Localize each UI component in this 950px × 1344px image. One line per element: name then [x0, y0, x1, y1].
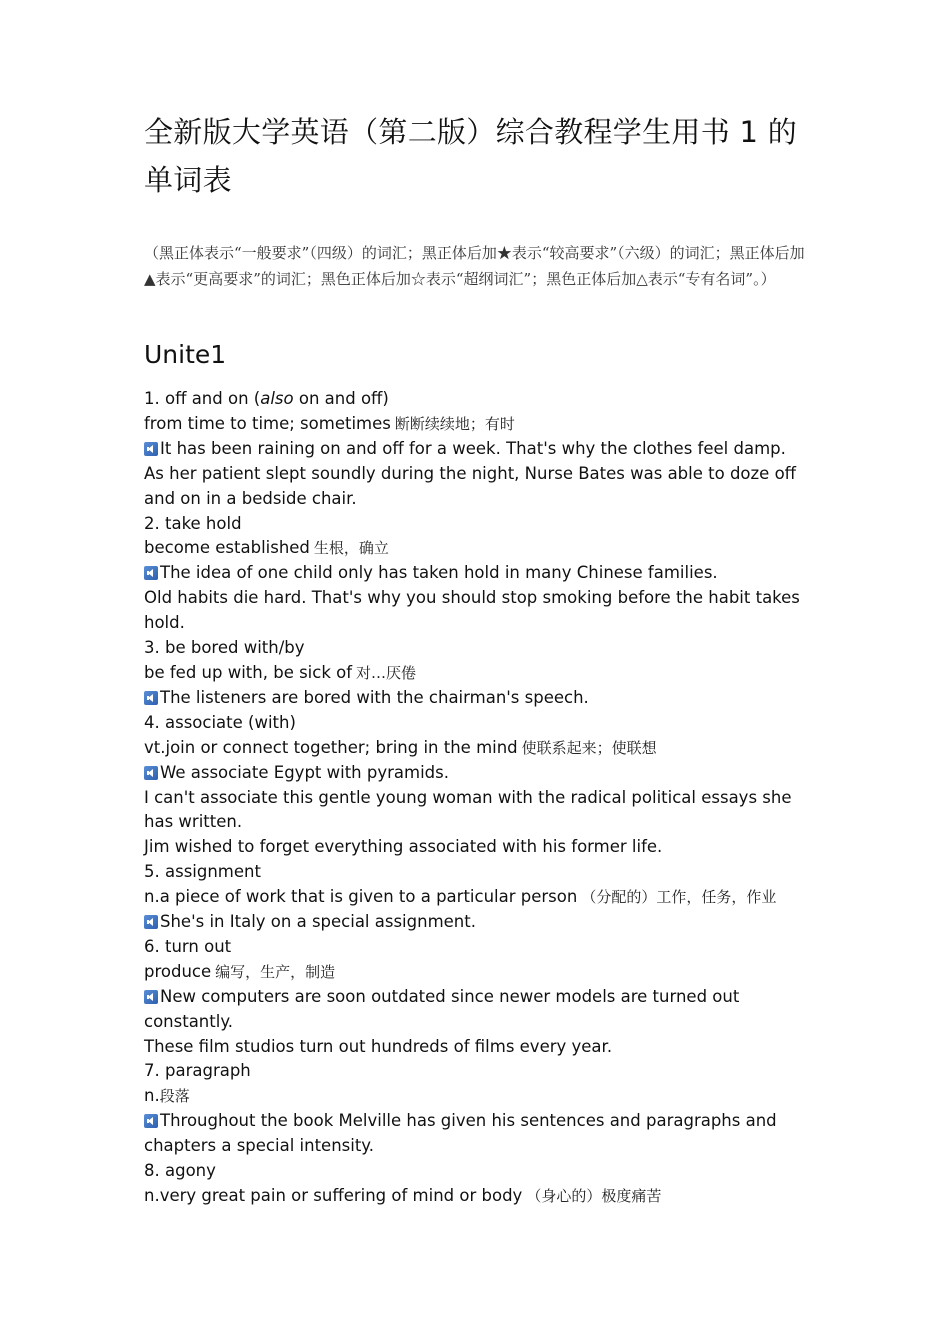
entry-example: [144, 1109, 814, 1159]
headword-text: 1. off and on (: [144, 389, 261, 408]
entry-example: Old habits die hard. That's why you should stop smoking before the habit takes hold.: [144, 588, 800, 633]
chinese-gloss: 生根，确立: [313, 539, 389, 558]
document-title: 全新版大学英语（第二版）综合教程学生用书 1 的单词表: [144, 115, 798, 197]
headword-italic: also: [260, 389, 294, 408]
entry-headword: 4. associate (with): [144, 712, 296, 732]
chinese-gloss: 使联系起来；使联想: [521, 738, 657, 757]
example-text: The idea of one child only has taken hold in many Chinese families.: [160, 563, 718, 583]
audio-speaker-icon[interactable]: [144, 915, 158, 929]
entry-headword: 3. be bored with/by: [144, 638, 305, 658]
chinese-gloss: 对…厌倦: [356, 663, 417, 682]
example-text: We associate Egypt with pyramids.: [160, 762, 449, 782]
example-text: Throughout the book Melville has given his sentences and paragraphs and chapters a special intensity.: [144, 1111, 777, 1156]
definition-text: n.a piece of work that is given to a particular person: [144, 887, 578, 907]
entry-headword: 2. take hold: [144, 513, 242, 533]
definition-text: n.very great pain or suffering of mind or body: [144, 1186, 523, 1205]
entry-example: As her patient slept soundly during the night, Nurse Bates was able to doze off and on in a bedside chair.: [144, 463, 797, 508]
definition-text: be fed up with, be sick of: [144, 662, 353, 682]
entry-example: [144, 985, 814, 1035]
audio-speaker-icon[interactable]: [144, 1114, 158, 1128]
entry-example: [144, 561, 814, 586]
entry-headword: [144, 387, 814, 412]
example-text: It has been raining on and off for a week. That's why the clothes feel damp.: [160, 438, 786, 458]
chinese-gloss: （分配的）工作，任务，作业: [581, 888, 777, 907]
definition-text: n.: [144, 1086, 160, 1106]
chinese-gloss: 段落: [159, 1087, 190, 1106]
chinese-gloss: 断断续续地；有时: [394, 414, 515, 433]
entry-definition: [144, 885, 814, 910]
example-text: She's in Italy on a special assignment.: [160, 912, 476, 932]
entry-definition: [144, 736, 814, 761]
chinese-gloss: （身心的）极度痛苦: [526, 1187, 662, 1205]
entry-example: [144, 686, 814, 711]
entry-definition: [144, 960, 814, 985]
entry-definition: [144, 536, 814, 561]
vocabulary-list: [144, 387, 814, 1209]
unit-heading: Unite1: [144, 340, 227, 369]
entry-definition: [144, 1184, 814, 1209]
definition-text: from time to time; sometimes: [144, 413, 391, 433]
definition-text: produce: [144, 961, 212, 981]
audio-speaker-icon[interactable]: [144, 442, 158, 456]
audio-speaker-icon[interactable]: [144, 691, 158, 705]
entry-headword: 7. paragraph: [144, 1061, 251, 1081]
audio-speaker-icon[interactable]: [144, 766, 158, 780]
example-text: New computers are soon outdated since newer models are turned out constantly.: [144, 986, 740, 1031]
definition-text: vt.join or connect together; bring in the mind: [144, 737, 518, 757]
font-legend-note: （黑正体表示“一般要求”（四级）的词汇；黑正体后加★表示“较高要求”（六级）的词汇；黑正体后加▲表示“更高要求”的词汇；黑色正体后加☆表示“超纲词汇”；黑色正体后加△表示“专有名词”。）: [144, 244, 805, 288]
entry-definition: [144, 661, 814, 686]
entry-headword: 8. agony: [144, 1161, 216, 1181]
entry-definition: [144, 1084, 814, 1109]
audio-speaker-icon[interactable]: [144, 566, 158, 580]
entry-example: Jim wished to forget everything associated with his former life.: [144, 837, 663, 857]
definition-text: become established: [144, 538, 310, 558]
entry-example: These film studios turn out hundreds of films every year.: [144, 1036, 613, 1056]
headword-tail: on and off): [293, 389, 389, 408]
entry-example: [144, 761, 814, 786]
chinese-gloss: 编写，生产，制造: [215, 962, 336, 981]
entry-headword: 6. turn out: [144, 936, 232, 956]
example-text: The listeners are bored with the chairman's speech.: [160, 687, 589, 707]
entry-example: [144, 910, 814, 935]
entry-example: [144, 437, 814, 462]
entry-example: I can't associate this gentle young woman with the radical political essays she has written.: [144, 787, 792, 832]
entry-definition: [144, 412, 814, 437]
entry-headword: 5. assignment: [144, 862, 261, 882]
audio-speaker-icon[interactable]: [144, 990, 158, 1004]
